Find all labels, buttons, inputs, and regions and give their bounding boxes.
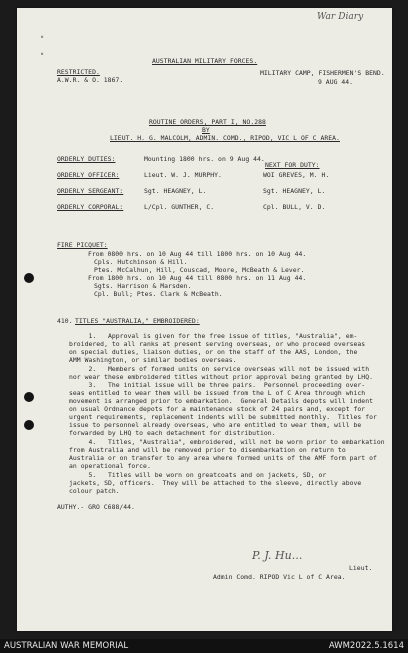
location: MILITARY CAMP, FISHERMEN'S BEND. [260,69,385,77]
document-page [17,8,392,631]
section-line: seas entitled to wear them will be issued from the L of C Area through which [69,389,366,397]
duty-row-next: WOI GREVES, M. H. [263,171,330,179]
duty-row-label: ORDERLY SERGEANT: [57,187,124,195]
staple-mark: ˟ [40,35,45,43]
orders-author: LIEUT. H. G. MALCOLM, ADMIN. COMD., RIPOD, VIC L OF C AREA. [110,134,340,142]
punch-hole [24,420,34,430]
section-line: 5. Titles will be worn on greatcoats and on jackets, SD, or [69,471,327,479]
section-line: an operational force. [69,462,151,470]
footer-accession-number: AWM2022.5.1614 [328,641,404,651]
section-line: jackets, SD, officers. They will be attached to the sleeve, directly above [69,479,362,487]
section-heading: TITLES "AUSTRALIA," EMBROIDERED: [75,317,200,325]
duty-row-label: ORDERLY CORPORAL: [57,203,124,211]
document-date: 9 AUG 44. [318,78,354,86]
orders-title: ROUTINE ORDERS, PART I, NO.288 [149,118,266,126]
section-line: colour patch. [69,487,120,495]
section-line: issue to personnel already overseas, who are entitled to wear them, will be [69,421,362,429]
fire-picquet-line: Cpl. Bull; Ptes. Clark & McBeath. [94,290,223,298]
duty-row-next: Sgt. HEAGNEY, L. [263,187,326,195]
authority-reference: AUTHY.- GRO C688/44. [57,503,135,511]
fire-picquet-heading: FIRE PICQUET: [57,241,108,249]
signatory-title: Admin Comd. RIPOD Vic L of C Area. [213,573,346,581]
footer-institution: AUSTRALIAN WAR MEMORIAL [4,641,129,651]
section-line: on special duties, liaison duties, or on the staff of the AAS, London, the [69,348,358,356]
punch-hole [24,273,34,283]
duty-row-label: ORDERLY OFFICER: [57,171,120,179]
section-line: AMM Washington, or similar bodies overseas. [69,356,237,364]
section-line: forwarded by LHQ to each detachment for distribution. [69,429,276,437]
section-line: movement is arranged prior to embarkation. General Details depots will indent [69,397,374,405]
section-line: 4. Titles, "Australia", embroidered, will not be worn prior to embarkation [69,438,385,446]
duty-row-current: Sgt. HEAGNEY, L. [144,187,207,195]
section-line: 2. Members of formed units on service overseas will not be issued with [69,365,370,373]
footer-bar [0,639,408,653]
restricted-label: RESTRICTED. [57,68,100,76]
section-line: on usual Ordnance depots for a maintenance stock of 24 pairs and, except for [69,405,366,413]
reference-number: A.W.R. & O. 1867. [57,76,124,84]
signature: P. J. Hu... [252,549,303,562]
section-line: from Australia and will be removed prior to disembarkation on return to [69,446,346,454]
next-for-duty-label: NEXT FOR DUTY: [265,161,320,169]
orderly-duties-value: Mounting 1800 hrs. on 9 Aug 44. [144,155,265,163]
section-line: 1. Approval is given for the free issue of titles, "Australia", em- [69,332,358,340]
orderly-duties-label: ORDERLY DUTIES: [57,155,116,163]
fire-picquet-line: Cpls. Hutchinson & Hill. [94,258,188,266]
fire-picquet-line: Ptes. McCalhun, Hill, Couscad, Moore, McBeath & Lever. [94,266,305,274]
document-title: AUSTRALIAN MILITARY FORCES. [152,57,258,65]
handwritten-annotation: War Diary [317,12,364,22]
section-line: Australia or on transfer to any area where formed units of the AMF form part of [69,454,377,462]
section-line: 3. The initial issue will be three pairs. Personnel proceeding over- [69,381,366,389]
fire-picquet-line: From 0800 hrs. on 10 Aug 44 till 1800 hrs. on 10 Aug 44. [88,250,307,258]
punch-hole [24,392,34,402]
duty-row-next: Cpl. BULL, V. D. [263,203,326,211]
section-number: 410. [57,317,73,325]
orders-by: BY [202,126,210,134]
section-line: urgent requirements, replacement indents will be submitted monthly. Titles for [69,413,377,421]
section-line: nor wear these embroidered titles without prior approval being granted by LHQ. [69,373,374,381]
section-line: broidered, to all ranks at present serving overseas, or who proceed overseas [69,340,366,348]
duty-row-current: Lieut. W. J. MURPHY. [144,171,222,179]
staple-mark: ˟ [40,52,45,60]
fire-picquet-line: From 1800 hrs. on 10 Aug 44 till 0800 hrs. on 11 Aug 44. [88,274,307,282]
fire-picquet-line: Sgts. Harrison & Marsden. [94,282,192,290]
signatory-rank: Lieut. [349,564,373,572]
duty-row-current: L/Cpl. GUNTHER, C. [144,203,215,211]
